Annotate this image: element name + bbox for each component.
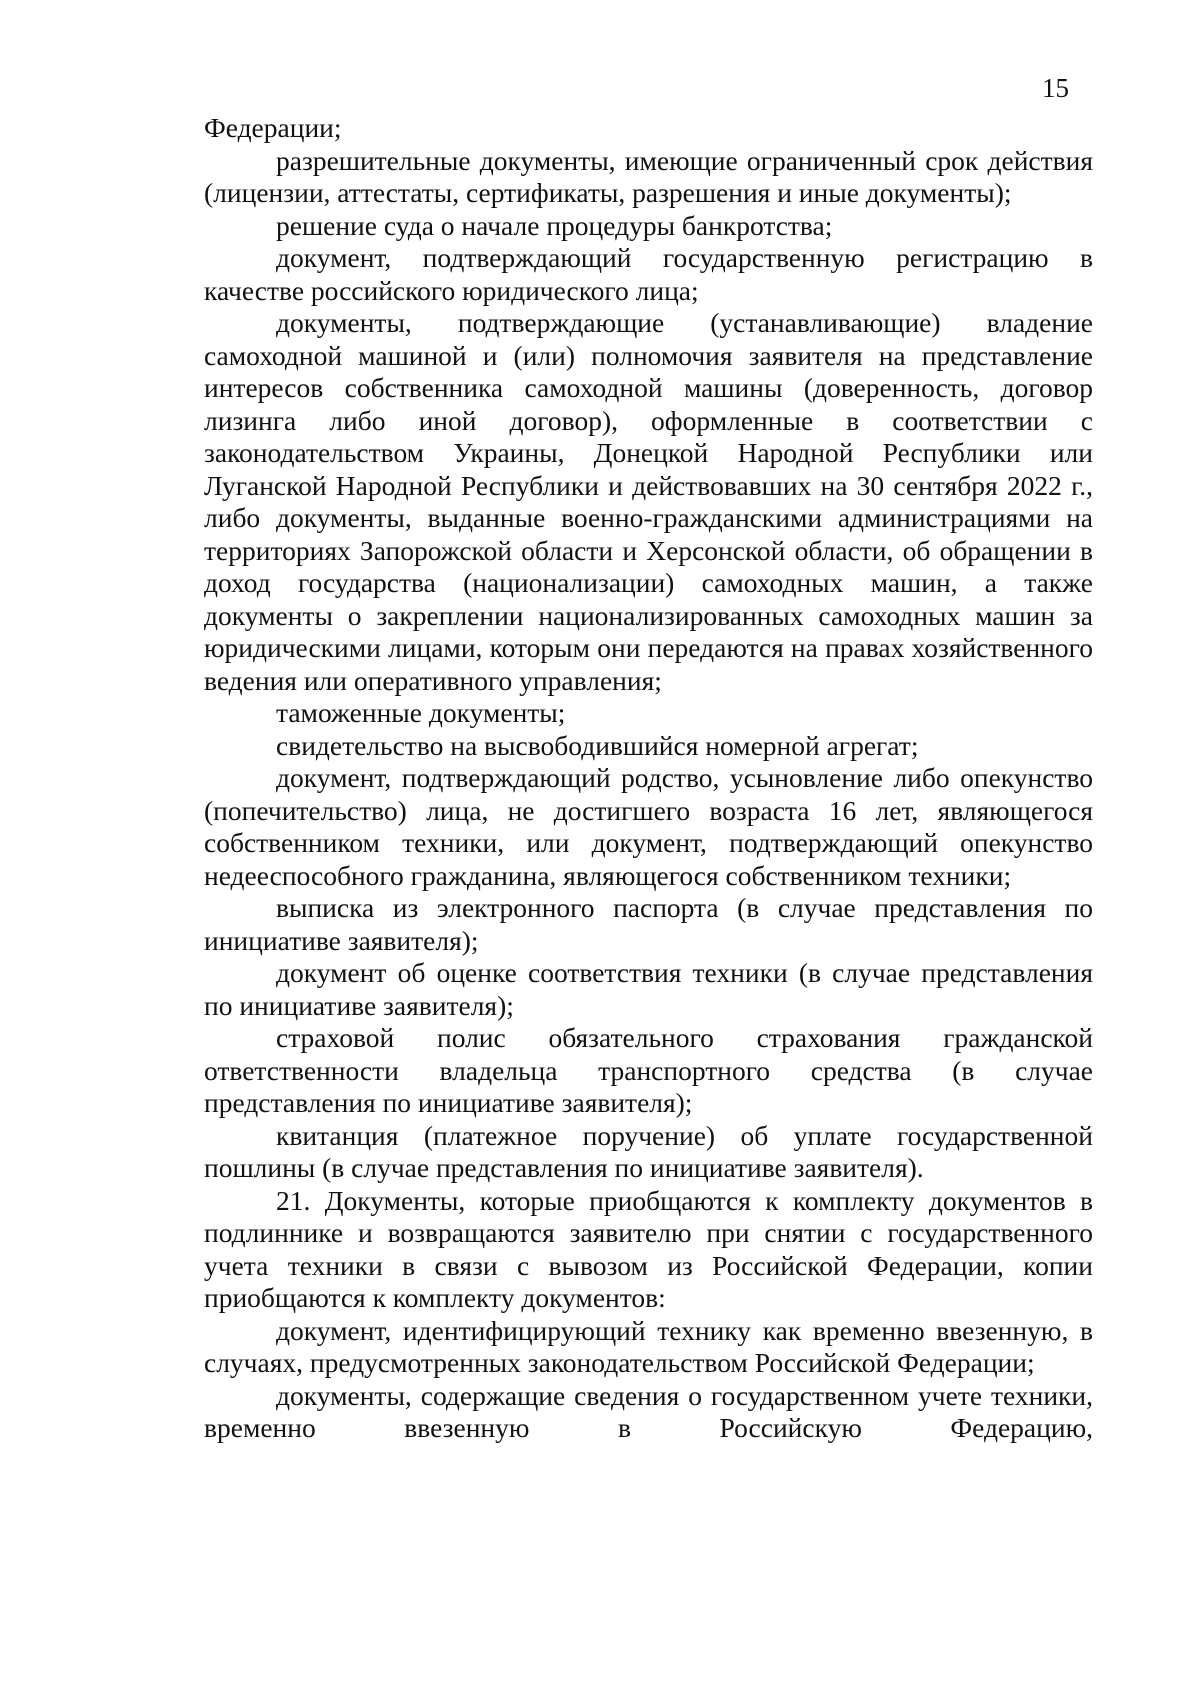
page-number: 15 <box>1042 73 1069 103</box>
paragraph-electronic-passport: выписка из электронного паспорта (в случае представления по инициативе заявителя); <box>204 892 1093 956</box>
paragraph-section-21: 21. Документы, которые приобщаются к комплекту документов в подлиннике и возвращаются заявителю при снятии с государственного учета техники в связи с вывозом из Российской Федерации, копии приобщаются к комплекту документов: <box>204 1184 1093 1313</box>
paragraph-registration-records: документы, содержащие сведения о государственном учете техники, временно ввезенную в Российскую Федерацию, <box>204 1379 1093 1443</box>
paragraph-permits: разрешительные документы, имеющие ограниченный срок действия (лицензии, аттестаты, сертификаты, разрешения и иные документы); <box>204 144 1093 208</box>
paragraph-ownership-documents: документы, подтверждающие (устанавливающие) владение самоходной машиной и (или) полномочия заявителя на представление интересов собственника самоходной машины (доверенность, договор лизинга либо иной договор), оформленные в соответствии с законодательством Украины, Донецкой Народной Республики или Луганской Народной Республики и действовавших на 30 сентября 2022 г., либо документы, выданные военно-гражданскими администрациями на территориях Запорожской области и Херсонской области, об обращении в доход государства (национализации) самоходных машин, а также документы о закреплении национализированных самоходных машин за юридическими лицами, которым они передаются на правах хозяйственного ведения или оперативного управления; <box>204 307 1093 696</box>
paragraph-federation-continuation: Федерации; <box>204 112 342 143</box>
paragraph-registration: документ, подтверждающий государственную регистрацию в качестве российского юридического лица; <box>204 242 1093 306</box>
paragraph-insurance: страховой полис обязательного страхования гражданской ответственности владельца транспортного средства (в случае представления по инициативе заявителя); <box>204 1022 1093 1118</box>
paragraph-bankruptcy: решение суда о начале процедуры банкротства; <box>276 209 833 241</box>
paragraph-guardianship: документ, подтверждающий родство, усыновление либо опекунство (попечительство) лица, не достигшего возраста 16 лет, являющегося собственником техники, или документ, подтверждающий опекунство недееспособного гражданина, являющегося собственником техники; <box>204 762 1093 891</box>
paragraph-temporary-import: документ, идентифицирующий технику как временно ввезенную, в случаях, предусмотренных законодательством Российской Федерации; <box>204 1314 1093 1378</box>
document-body <box>204 112 1093 1445</box>
paragraph-number-unit: свидетельство на высвободившийся номерной агрегат; <box>276 729 919 761</box>
paragraph-customs: таможенные документы; <box>276 697 566 728</box>
paragraph-conformity: документ об оценке соответствия техники (в случае представления по инициативе заявителя); <box>204 957 1093 1021</box>
paragraph-fee-receipt: квитанция (платежное поручение) об уплате государственной пошлины (в случае представления по инициативе заявителя). <box>204 1119 1093 1183</box>
